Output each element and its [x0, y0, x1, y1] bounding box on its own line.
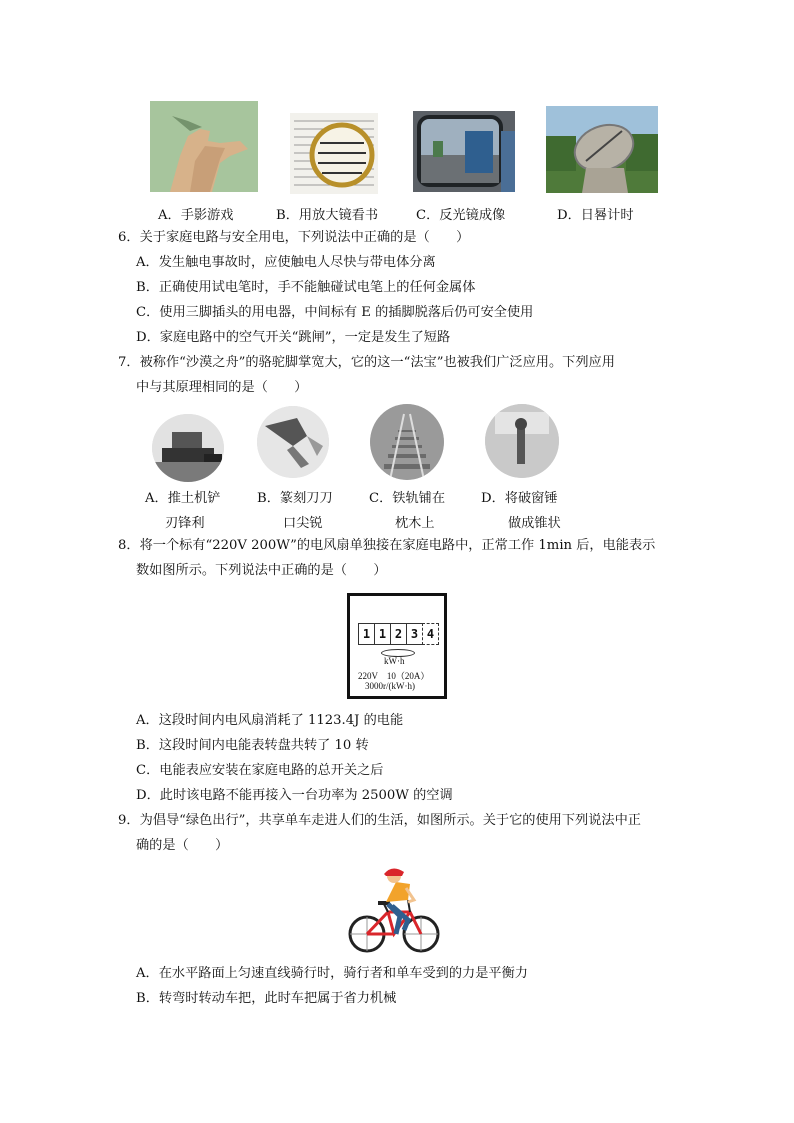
q5-option-c: C．反光镜成像	[416, 208, 506, 223]
cyclist-image	[348, 864, 440, 956]
q7-option-d-line1: D．将破窗锤	[481, 491, 558, 506]
q7-option-b-line2: 口尖锐	[283, 516, 323, 531]
q9-option-a: A．在水平路面上匀速直线骑行时，骑行者和单车受到的力是平衡力	[136, 966, 528, 981]
hand-shadow-image	[150, 101, 258, 192]
meter-digit-5: 4	[422, 623, 439, 645]
q5-option-a: A．手影游戏	[158, 208, 234, 223]
q9-stem-line1: 9．为倡导“绿色出行”，共享单车走进人们的生活，如图所示。关于它的使用下列说法中正	[118, 813, 641, 828]
meter-digit-3: 2	[390, 623, 407, 645]
meter-unit: kW·h	[384, 656, 405, 666]
q6-option-b: B．正确使用试电笔时，手不能触碰试电笔上的任何金属体	[136, 280, 476, 295]
window-hammer-image	[485, 404, 559, 478]
meter-rating: 220V 10（20A）	[358, 671, 430, 681]
magnifier-image	[290, 113, 378, 194]
meter-digit-1: 1	[358, 623, 375, 645]
q7-option-c-line1: C．铁轨铺在	[369, 491, 446, 506]
q8-option-c: C．电能表应安装在家庭电路的总开关之后	[136, 763, 384, 778]
engraving-knife-image	[257, 406, 329, 478]
q8-option-d: D．此时该电路不能再接入一台功率为 2500W 的空调	[136, 788, 453, 803]
q7-stem-line1: 7．被称作“沙漠之舟”的骆驼脚掌宽大，它的这一“法宝”也被我们广泛应用。下列应用	[118, 355, 615, 370]
q9-option-b: B．转弯时转动车把，此时车把属于省力机械	[136, 991, 397, 1006]
q7-option-c-line2: 枕木上	[395, 516, 435, 531]
meter-digit-4: 3	[406, 623, 423, 645]
q7-stem-line2: 中与其原理相同的是（ ）	[136, 380, 308, 395]
electric-meter	[347, 593, 447, 699]
q5-option-d: D．日晷计时	[557, 208, 634, 223]
q8-stem-line1: 8．将一个标有“220V 200W”的电风扇单独接在家庭电路中，正常工作 1min 后，电能表示	[118, 538, 656, 553]
q7-option-b-line1: B．篆刻刀刀	[257, 491, 333, 506]
q8-option-a: A．这段时间内电风扇消耗了 1123.4J 的电能	[136, 713, 404, 728]
q8-stem-line2: 数如图所示。下列说法中正确的是（ ）	[136, 563, 387, 578]
meter-digit-2: 1	[374, 623, 391, 645]
bulldozer-image	[152, 414, 224, 482]
q6-stem: 6．关于家庭电路与安全用电，下列说法中正确的是（ ）	[118, 230, 470, 245]
q6-option-d: D．家庭电路中的空气开关“跳闸”，一定是发生了短路	[136, 330, 451, 345]
railway-image	[370, 404, 444, 480]
q5-option-b: B．用放大镜看书	[276, 208, 379, 223]
q7-option-a-line2: 刃锋利	[165, 516, 205, 531]
q6-option-a: A．发生触电事故时，应使触电人尽快与带电体分离	[136, 255, 436, 270]
q7-option-a-line1: A．推土机铲	[145, 491, 221, 506]
q6-option-c: C．使用三脚插头的用电器，中间标有 E 的插脚脱落后仍可安全使用	[136, 305, 534, 320]
mirror-image	[413, 111, 515, 192]
q7-option-d-line2: 做成锥状	[508, 516, 561, 531]
q9-stem-line2: 确的是（ ）	[136, 838, 229, 853]
meter-constant: 3000r/(kW·h)	[365, 681, 415, 691]
q8-option-b: B．这段时间内电能表转盘共转了 10 转	[136, 738, 369, 753]
sundial-image	[546, 106, 658, 193]
